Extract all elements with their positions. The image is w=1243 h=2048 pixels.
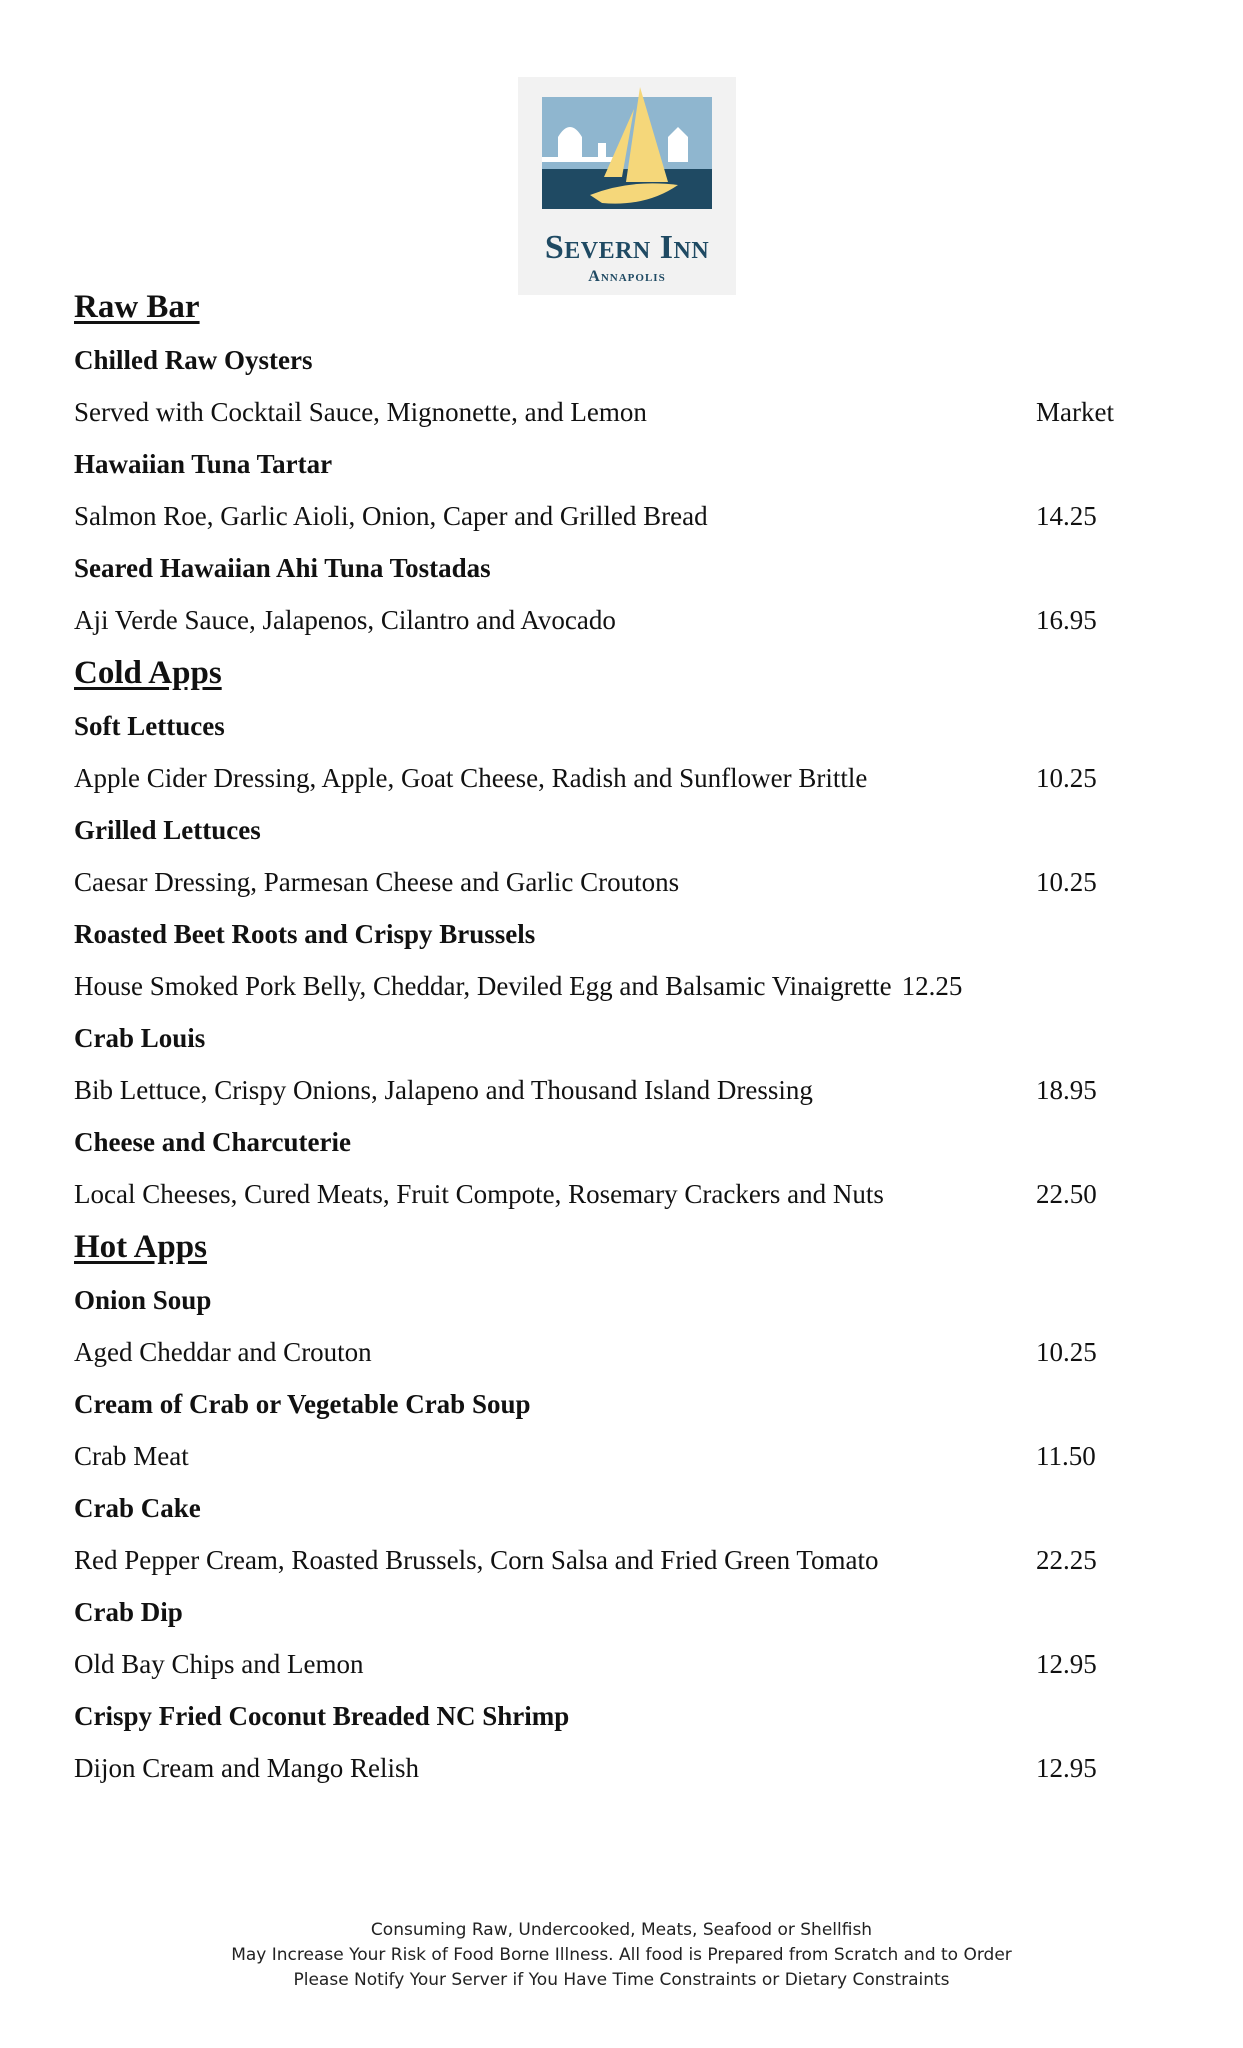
menu-item-description: Crab Meat xyxy=(74,1441,189,1471)
menu-item-name: Soft Lettuces xyxy=(74,711,225,741)
health-disclaimer xyxy=(0,1918,1243,1993)
menu-item-row xyxy=(74,1638,1134,1690)
menu-item-price: 12.95 xyxy=(1036,1753,1097,1783)
menu-item-name: Grilled Lettuces xyxy=(74,815,261,845)
menu-item-row xyxy=(74,594,1134,646)
disclaimer-line-1: Consuming Raw, Undercooked, Meats, Seafood or Shellfish xyxy=(370,1920,873,1940)
menu-item-price: 10.25 xyxy=(1036,867,1097,897)
menu-item-price: 22.50 xyxy=(1036,1179,1097,1209)
menu-item-price: 12.25 xyxy=(901,971,963,1001)
menu-item-description: Aji Verde Sauce, Jalapenos, Cilantro and Avocado xyxy=(74,605,616,635)
section-title: Cold Apps xyxy=(74,655,222,691)
menu-item-row xyxy=(74,1534,1134,1586)
menu-item-price: 22.25 xyxy=(1036,1545,1097,1575)
section-title: Raw Bar xyxy=(74,289,200,325)
menu-item-description: Served with Cocktail Sauce, Mignonette, and Lemon xyxy=(74,397,647,427)
menu-item-price: Market xyxy=(1036,397,1114,427)
menu-item-price: 10.25 xyxy=(1036,763,1097,793)
menu-item-description: Caesar Dressing, Parmesan Cheese and Garlic Croutons xyxy=(74,867,680,897)
menu-item-name: Crab Dip xyxy=(74,1597,183,1627)
menu-item-row xyxy=(74,960,1134,1012)
disclaimer-line-2: May Increase Your Risk of Food Borne Illness. All food is Prepared from Scratch and to Order xyxy=(231,1945,1012,1965)
logo-location: Annapolis xyxy=(588,268,666,285)
menu-item-row xyxy=(74,386,1134,438)
menu-item-name: Hawaiian Tuna Tartar xyxy=(74,449,333,479)
menu-item-price: 12.95 xyxy=(1036,1649,1097,1679)
menu-item-name: Seared Hawaiian Ahi Tuna Tostadas xyxy=(74,553,491,583)
menu-item-name: Crab Louis xyxy=(74,1023,206,1053)
menu-item-description: Apple Cider Dressing, Apple, Goat Cheese, Radish and Sunflower Brittle xyxy=(74,763,868,793)
disclaimer-line-3: Please Notify Your Server if You Have Time Constraints or Dietary Constraints xyxy=(293,1970,950,1990)
menu-item-name: Cheese and Charcuterie xyxy=(74,1127,351,1157)
menu-item-row xyxy=(74,1064,1134,1116)
menu-item-row xyxy=(74,490,1134,542)
menu-item-price: 10.25 xyxy=(1036,1337,1097,1367)
menu-item-name: Crispy Fried Coconut Breaded NC Shrimp xyxy=(74,1701,570,1731)
menu-item-name: Roasted Beet Roots and Crispy Brussels xyxy=(74,919,536,949)
menu-item-description: Dijon Cream and Mango Relish xyxy=(74,1753,419,1783)
menu-item-row xyxy=(74,856,1134,908)
menu-item-description: Bib Lettuce, Crispy Onions, Jalapeno and Thousand Island Dressing xyxy=(74,1075,813,1105)
menu-item-price: 16.95 xyxy=(1036,605,1097,635)
section-title: Hot Apps xyxy=(74,1229,207,1265)
menu-item-name: Onion Soup xyxy=(74,1285,212,1315)
menu-list xyxy=(74,280,1134,1794)
menu-item-price: 11.50 xyxy=(1036,1441,1096,1471)
menu-item-name: Crab Cake xyxy=(74,1493,201,1523)
menu-item-description: Red Pepper Cream, Roasted Brussels, Corn Salsa and Fried Green Tomato xyxy=(74,1545,879,1575)
severn-inn-logo xyxy=(518,77,736,295)
menu-item-row xyxy=(74,1168,1134,1220)
sailboat-icon xyxy=(518,77,736,227)
menu-item-price: 18.95 xyxy=(1036,1075,1097,1105)
menu-item-row xyxy=(74,1326,1134,1378)
menu-item-row xyxy=(74,1742,1134,1794)
menu-item-description: Salmon Roe, Garlic Aioli, Onion, Caper and Grilled Bread xyxy=(74,501,708,531)
menu-item-name: Chilled Raw Oysters xyxy=(74,345,313,375)
menu-item-description: Old Bay Chips and Lemon xyxy=(74,1649,364,1679)
menu-item-description: House Smoked Pork Belly, Cheddar, Deviled Egg and Balsamic Vinaigrette 12.25 xyxy=(74,971,963,1001)
logo-restaurant-name: Severn Inn xyxy=(544,229,710,266)
menu-item-row xyxy=(74,1430,1134,1482)
menu-item-name: Cream of Crab or Vegetable Crab Soup xyxy=(74,1389,531,1419)
menu-item-row xyxy=(74,752,1134,804)
menu-item-description: Local Cheeses, Cured Meats, Fruit Compote, Rosemary Crackers and Nuts xyxy=(74,1179,884,1209)
menu-item-description: Aged Cheddar and Crouton xyxy=(74,1337,372,1367)
menu-item-price: 14.25 xyxy=(1036,501,1097,531)
